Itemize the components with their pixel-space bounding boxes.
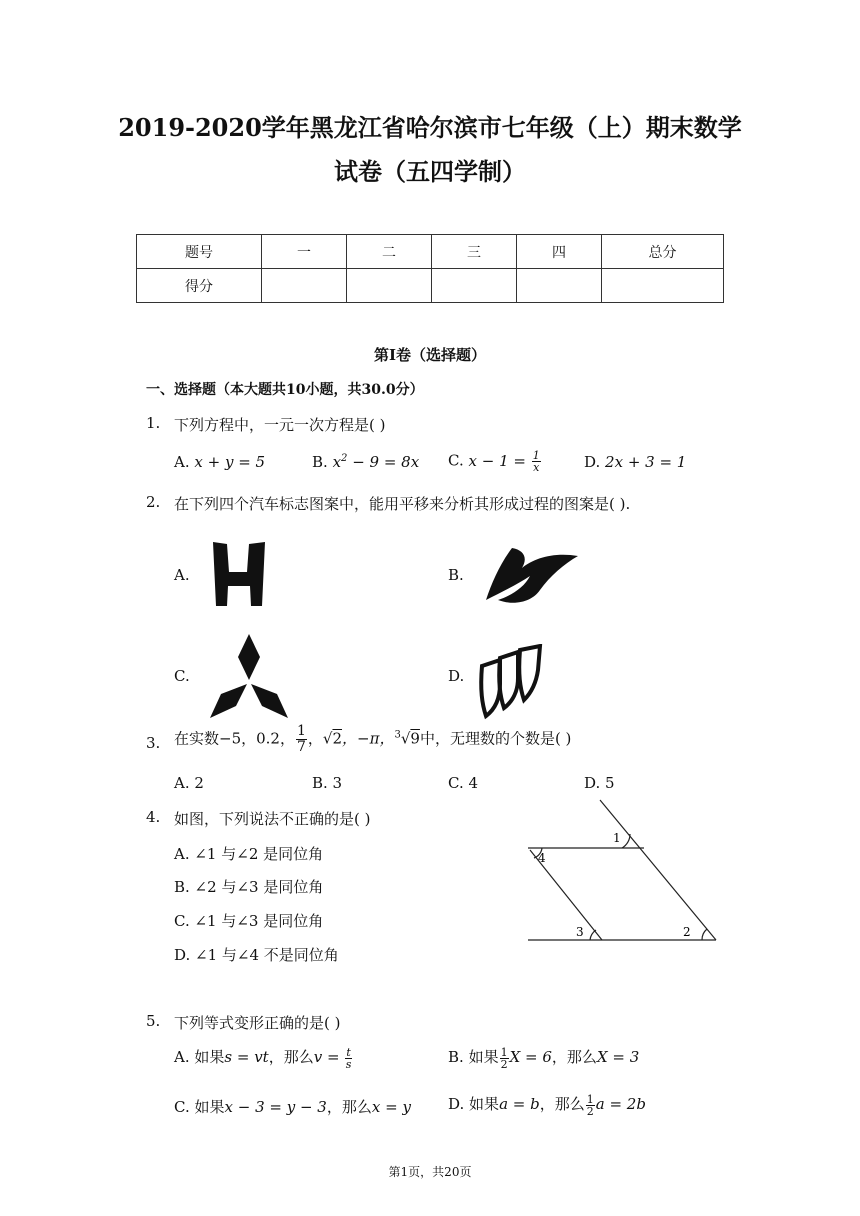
q2-option-c-label: C. (174, 667, 190, 685)
q1-option-d (584, 453, 686, 471)
part-title: 第I卷（选择题） (373, 346, 487, 364)
score-cell (432, 269, 517, 303)
math-expression: x − 1 = $\frac{1}{x}$ (468, 449, 540, 474)
q3-option-c: C. 4 (448, 774, 479, 792)
hyundai-logo-image (484, 546, 580, 606)
table-cell: 四 (517, 235, 602, 269)
score-cell (517, 269, 602, 303)
mitsubishi-logo-image (202, 632, 296, 720)
page-title-line2: 试卷（五四学制） (334, 157, 526, 186)
q2-option-d-label: D. (448, 667, 465, 685)
math-expression: $x^2 - 9 = 8x$ (332, 453, 420, 471)
q3-option-d: D. 5 (584, 774, 615, 792)
q4-option-b: B. ∠2 与∠3 是同位角 (174, 878, 324, 896)
table-cell: 得分 (137, 269, 262, 303)
honda-logo-image (210, 540, 268, 608)
q2-option-a-label: A. (174, 566, 190, 584)
q2-option-b-label: B. (448, 566, 464, 584)
q1-option-b (312, 453, 419, 471)
math-expression: x + y = 5 (194, 453, 266, 471)
q5-option-a: A. 如果s = vt，那么v = $\frac{t}{s}$ (174, 1045, 352, 1071)
q4-option-d: D. ∠1 与∠4 不是同位角 (174, 946, 339, 964)
q1-option-a (174, 453, 265, 471)
parallel-lines-figure (520, 796, 720, 946)
page-footer: 第1页，共20页 (388, 1165, 472, 1179)
page-title: 2019-2020学年黑龙江省哈尔滨市七年级（上）期末数学 (118, 113, 742, 142)
table-cell: 三 (432, 235, 517, 269)
q5-option-c: C. 如果x − 3 = y − 3，那么x = y (174, 1098, 411, 1116)
table-cell: 题号 (137, 235, 262, 269)
table-cell: 二 (347, 235, 432, 269)
q3-number: 3. (146, 734, 161, 752)
q4-number: 4. (146, 808, 161, 826)
option-label: A. (174, 453, 190, 471)
q3-option-b: B. 3 (312, 774, 343, 792)
score-table (136, 234, 724, 303)
q3-option-a: A. 2 (174, 774, 204, 792)
q1-text: 下列方程中，一元一次方程是( ) (174, 416, 386, 434)
angle-label-1: 1 (613, 831, 621, 845)
score-cell (347, 269, 432, 303)
option-label: B. (312, 453, 328, 471)
q5-option-d: D. 如果a = b，那么 $\frac{1}{2}$ a = 2b (448, 1092, 646, 1118)
q5-number: 5. (146, 1012, 161, 1030)
score-cell (602, 269, 724, 303)
score-table-score-row (137, 269, 724, 303)
score-cell (262, 269, 347, 303)
q4-option-a: A. ∠1 与∠2 是同位角 (174, 845, 324, 863)
score-table-header-row (137, 235, 724, 269)
option-label: D. (584, 453, 601, 471)
angle-label-4: 4 (538, 851, 546, 865)
q1-option-c (448, 450, 542, 473)
fraction-one-seventh: $\frac{1}{7}$ (296, 723, 306, 755)
q3-text: 在实数−5，0.2， $\frac{1}{7}$ ，√2，−π，$^3$√9中，无理数的个数是( ) (174, 723, 572, 755)
angle-label-3: 3 (576, 925, 584, 939)
q4-option-c: C. ∠1 与∠3 是同位角 (174, 912, 324, 930)
q5-option-b: B. 如果 $\frac{1}{2}$ X = 6，那么X = 3 (448, 1045, 640, 1071)
q2-number: 2. (146, 493, 161, 511)
q2-text: 在下列四个汽车标志图案中，能用平移来分析其形成过程的图案是( ). (174, 495, 631, 513)
table-cell: 总分 (602, 235, 724, 269)
option-label: C. (448, 451, 464, 470)
buick-logo-image (476, 644, 548, 720)
table-cell: 一 (262, 235, 347, 269)
math-expression: 2x + 3 = 1 (605, 453, 687, 471)
q1-number: 1. (146, 414, 161, 432)
q5-text: 下列等式变形正确的是( ) (174, 1014, 341, 1032)
section-title: 一、选择题（本大题共10小题，共30.0分） (146, 382, 424, 398)
q4-text: 如图，下列说法不正确的是( ) (174, 810, 371, 828)
angle-label-2: 2 (683, 925, 691, 939)
